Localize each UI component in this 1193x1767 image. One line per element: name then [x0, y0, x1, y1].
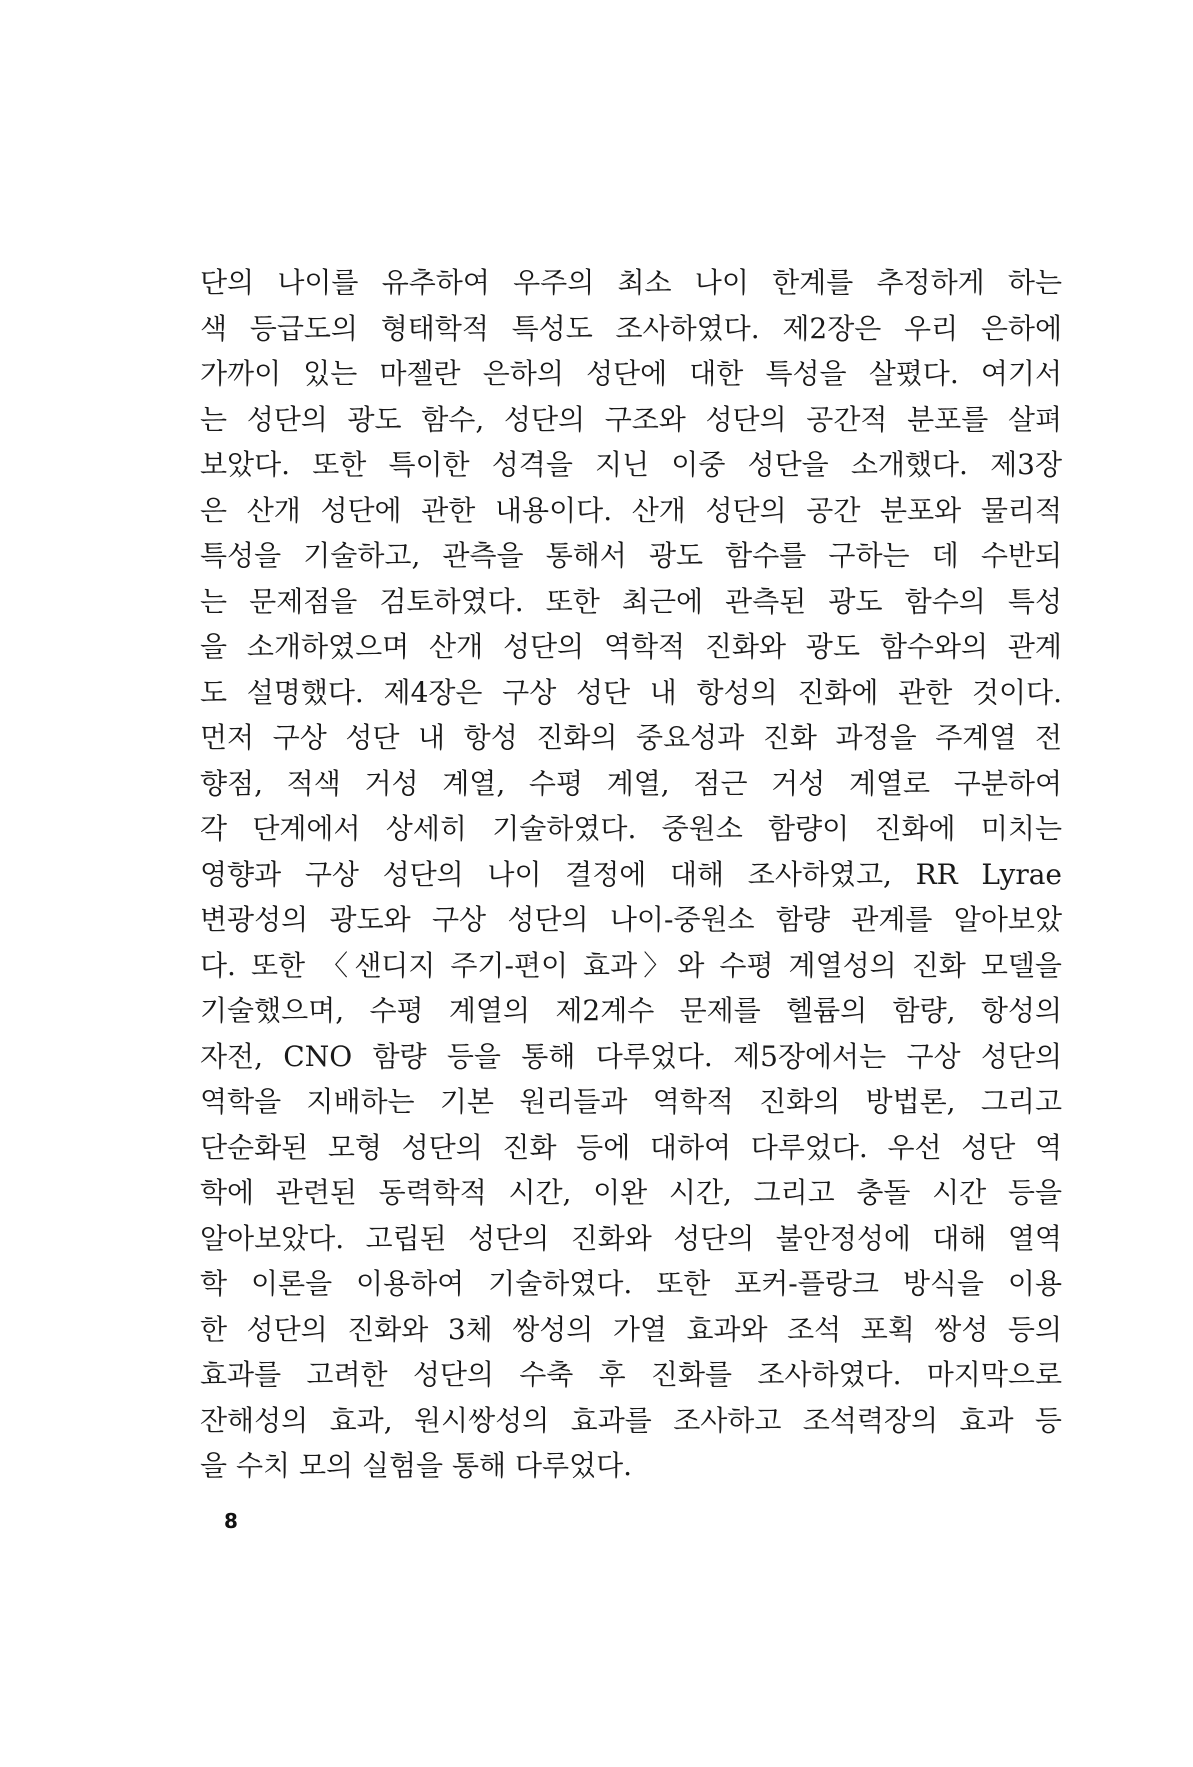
text-line: 자전, CNO 함량 등을 통해 다루었다. 제5장에서는 구상 성단의 — [200, 1039, 1062, 1073]
text-line: 잔해성의 효과, 원시쌍성의 효과를 조사하고 조석력장의 효과 등 — [200, 1403, 1062, 1437]
text-line: 도 설명했다. 제4장은 구상 성단 내 항성의 진화에 관한 것이다. — [200, 675, 1062, 709]
text-line: 는 성단의 광도 함수, 성단의 구조와 성단의 공간적 분포를 살펴 — [200, 402, 1062, 436]
text-line: 기술했으며, 수평 계열의 제2계수 문제를 헬륨의 함량, 항성의 — [200, 994, 1062, 1027]
text-line: 향점, 적색 거성 계열, 수평 계열, 점근 거성 계열로 구분하여 — [200, 766, 1062, 800]
text-line: 먼저 구상 성단 내 항성 진화의 중요성과 진화 과정을 주계열 전 — [200, 721, 1062, 754]
text-line: 학에 관련된 동력학적 시간, 이완 시간, 그리고 충돌 시간 등을 — [200, 1176, 1062, 1209]
text-line: 단의 나이를 유추하여 우주의 최소 나이 한계를 추정하게 하는 — [200, 266, 1062, 299]
text-line: 가까이 있는 마젤란 은하의 성단에 대한 특성을 살폈다. 여기서 — [200, 357, 1062, 390]
page-number: 8 — [224, 1509, 238, 1533]
text-line: 한 성단의 진화와 3체 쌍성의 가열 효과와 조석 포획 쌍성 등의 — [200, 1312, 1062, 1346]
text-line: 역학을 지배하는 기본 원리들과 역학적 진화의 방법론, 그리고 — [200, 1085, 1062, 1118]
text-line: 다. 또한 〈샌디지 주기-편이 효과〉와 수평 계열성의 진화 모델을 — [200, 948, 1062, 982]
text-line: 을 소개하였으며 산개 성단의 역학적 진화와 광도 함수와의 관계 — [200, 630, 1062, 663]
text-line: 색 등급도의 형태학적 특성도 조사하였다. 제2장은 우리 은하에 — [200, 311, 1062, 345]
text-line: 은 산개 성단에 관한 내용이다. 산개 성단의 공간 분포와 물리적 — [200, 493, 1062, 527]
text-line: 영향과 구상 성단의 나이 결정에 대해 조사하였고, RR Lyrae — [200, 857, 1062, 891]
text-line: 보았다. 또한 특이한 성격을 지닌 이중 성단을 소개했다. 제3장 — [200, 448, 1062, 481]
text-line: 학 이론을 이용하여 기술하였다. 또한 포커-플랑크 방식을 이용 — [200, 1267, 1062, 1300]
text-line: 단순화된 모형 성단의 진화 등에 대하여 다루었다. 우선 성단 역 — [200, 1130, 1062, 1164]
text-line: 을 수치 모의 실험을 통해 다루었다. — [200, 1449, 633, 1482]
text-line: 특성을 기술하고, 관측을 통해서 광도 함수를 구하는 데 수반되 — [200, 539, 1062, 572]
body-text — [200, 260, 1062, 1489]
text-line: 변광성의 광도와 구상 성단의 나이-중원소 함량 관계를 알아보았 — [200, 903, 1062, 936]
text-line: 는 문제점을 검토하였다. 또한 최근에 관측된 광도 함수의 특성 — [200, 584, 1062, 618]
text-line: 각 단계에서 상세히 기술하였다. 중원소 함량이 진화에 미치는 — [200, 812, 1062, 845]
text-line: 효과를 고려한 성단의 수축 후 진화를 조사하였다. 마지막으로 — [200, 1358, 1062, 1391]
text-line: 알아보았다. 고립된 성단의 진화와 성단의 불안정성에 대해 열역 — [200, 1221, 1062, 1255]
